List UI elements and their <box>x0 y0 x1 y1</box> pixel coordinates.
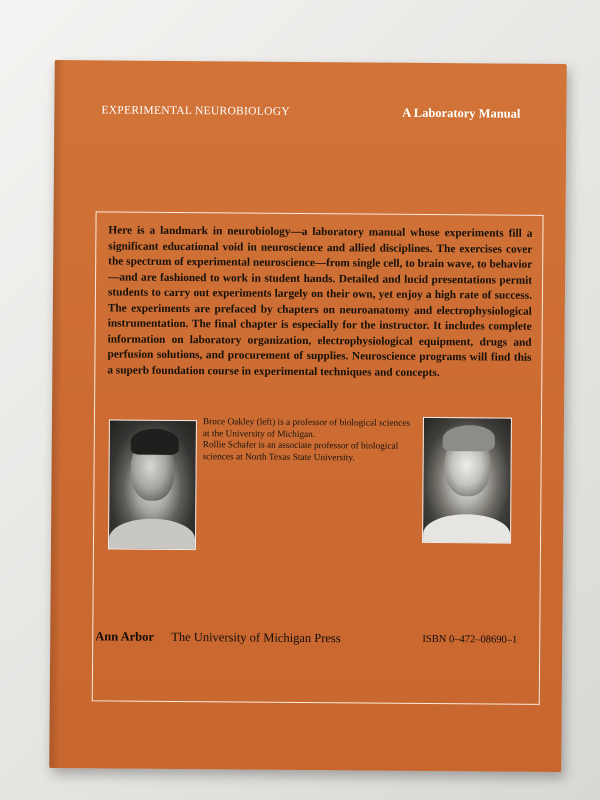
photo-shoulders <box>109 518 195 550</box>
series-title: EXPERIMENTAL NEUROBIOLOGY <box>101 104 290 118</box>
author-photo-oakley <box>108 419 197 550</box>
bio-schafer: Rollie Schafer is an associate professor of biological sciences at North Texas State University. <box>202 440 399 463</box>
book-subtitle: A Laboratory Manual <box>402 105 521 121</box>
photo-shoulders <box>423 514 510 544</box>
isbn: ISBN 0–472–08690–1 <box>422 633 518 646</box>
publisher-location: Ann Arbor <box>95 629 155 644</box>
book-back-cover <box>49 60 567 772</box>
bio-oakley: Bruce Oakley (left) is a professor of biological sciences at the University of Michigan. <box>202 417 411 440</box>
author-bios <box>203 417 417 465</box>
photo-hair <box>131 429 179 455</box>
author-photo-schafer <box>422 417 512 544</box>
photo-hair <box>443 425 495 451</box>
book-blurb: Here is a landmark in neurobiology—a laboratory manual whose experiments fill a significant educational void in neuroscience and allied disciplines. The exercises cover the spectrum of experimental neuroscience—from single cell, to brain wave, to behavior—and are fashioned to work in student hands. Detailed and lucid presentations permit students to carry out experiments largely on their own, yet enjoy a high rate of success. The experiments are prefaced by chapters on neuroanatomy and electrophysiological instrumentation. The final chapter is especially for the instructor. It includes complete information on laboratory organization, electrophysiological equipment, drugs and perfusion solutions, and procurement of supplies. Neuroscience programs will find this a superb foundation course in experimental techniques and concepts. <box>107 224 533 379</box>
publisher-name: The University of Michigan Press <box>171 629 341 646</box>
